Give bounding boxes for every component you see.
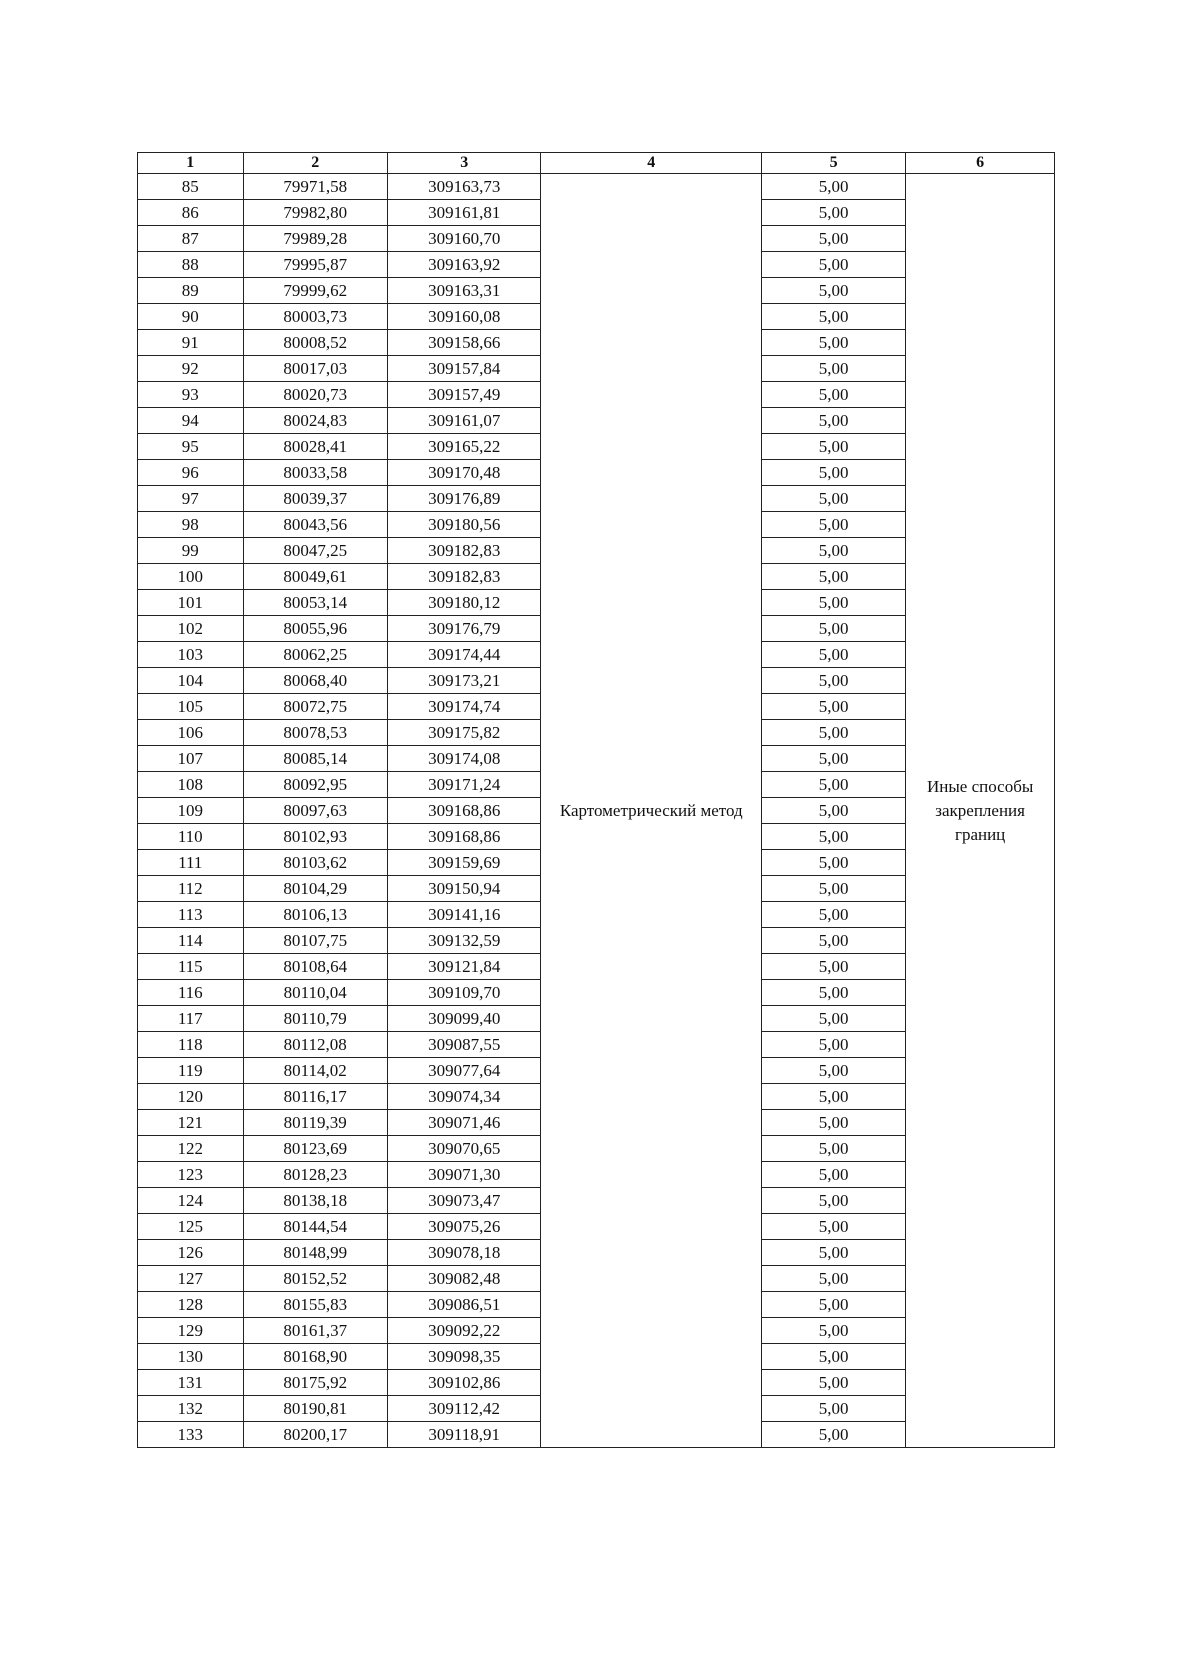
point-number-cell: 105 xyxy=(138,694,244,720)
point-number-cell: 99 xyxy=(138,538,244,564)
x-coordinate-cell: 79999,62 xyxy=(243,278,387,304)
point-number-cell: 89 xyxy=(138,278,244,304)
x-coordinate-cell: 80152,52 xyxy=(243,1266,387,1292)
point-number-cell: 88 xyxy=(138,252,244,278)
point-number-cell: 93 xyxy=(138,382,244,408)
method-cell xyxy=(541,174,762,1448)
accuracy-cell: 5,00 xyxy=(761,460,905,486)
y-coordinate-cell: 309163,92 xyxy=(387,252,540,278)
x-coordinate-cell: 80062,25 xyxy=(243,642,387,668)
point-number-cell: 102 xyxy=(138,616,244,642)
y-coordinate-cell: 309077,64 xyxy=(387,1058,540,1084)
accuracy-cell: 5,00 xyxy=(761,980,905,1006)
y-coordinate-cell: 309165,22 xyxy=(387,434,540,460)
x-coordinate-cell: 80039,37 xyxy=(243,486,387,512)
point-number-cell: 106 xyxy=(138,720,244,746)
accuracy-cell: 5,00 xyxy=(761,642,905,668)
x-coordinate-cell: 80161,37 xyxy=(243,1318,387,1344)
method-text: Картометрический метод xyxy=(559,800,743,820)
x-coordinate-cell: 80112,08 xyxy=(243,1032,387,1058)
point-number-cell: 87 xyxy=(138,226,244,252)
header-col-3: 3 xyxy=(387,153,540,174)
y-coordinate-cell: 309175,82 xyxy=(387,720,540,746)
point-number-cell: 124 xyxy=(138,1188,244,1214)
accuracy-cell: 5,00 xyxy=(761,512,905,538)
x-coordinate-cell: 80128,23 xyxy=(243,1162,387,1188)
point-number-cell: 114 xyxy=(138,928,244,954)
y-coordinate-cell: 309174,44 xyxy=(387,642,540,668)
x-coordinate-cell: 80092,95 xyxy=(243,772,387,798)
accuracy-cell: 5,00 xyxy=(761,1344,905,1370)
accuracy-cell: 5,00 xyxy=(761,694,905,720)
point-number-cell: 95 xyxy=(138,434,244,460)
point-number-cell: 91 xyxy=(138,330,244,356)
header-row xyxy=(138,153,1055,174)
x-coordinate-cell: 80108,64 xyxy=(243,954,387,980)
accuracy-cell: 5,00 xyxy=(761,330,905,356)
y-coordinate-cell: 309071,30 xyxy=(387,1162,540,1188)
accuracy-cell: 5,00 xyxy=(761,1292,905,1318)
x-coordinate-cell: 80085,14 xyxy=(243,746,387,772)
x-coordinate-cell: 80020,73 xyxy=(243,382,387,408)
y-coordinate-cell: 309174,74 xyxy=(387,694,540,720)
accuracy-cell: 5,00 xyxy=(761,1006,905,1032)
y-coordinate-cell: 309099,40 xyxy=(387,1006,540,1032)
y-coordinate-cell: 309160,70 xyxy=(387,226,540,252)
accuracy-cell: 5,00 xyxy=(761,954,905,980)
accuracy-cell: 5,00 xyxy=(761,1318,905,1344)
y-coordinate-cell: 309141,16 xyxy=(387,902,540,928)
x-coordinate-cell: 80103,62 xyxy=(243,850,387,876)
point-number-cell: 117 xyxy=(138,1006,244,1032)
accuracy-cell: 5,00 xyxy=(761,1214,905,1240)
x-coordinate-cell: 80190,81 xyxy=(243,1396,387,1422)
x-coordinate-cell: 80053,14 xyxy=(243,590,387,616)
point-number-cell: 104 xyxy=(138,668,244,694)
accuracy-cell: 5,00 xyxy=(761,798,905,824)
x-coordinate-cell: 80047,25 xyxy=(243,538,387,564)
accuracy-cell: 5,00 xyxy=(761,928,905,954)
header-col-5: 5 xyxy=(761,153,905,174)
y-coordinate-cell: 309161,81 xyxy=(387,200,540,226)
x-coordinate-cell: 80106,13 xyxy=(243,902,387,928)
boundary-points-table xyxy=(137,152,1055,1448)
accuracy-cell: 5,00 xyxy=(761,902,905,928)
y-coordinate-cell: 309180,12 xyxy=(387,590,540,616)
accuracy-cell: 5,00 xyxy=(761,1084,905,1110)
point-number-cell: 98 xyxy=(138,512,244,538)
point-number-cell: 128 xyxy=(138,1292,244,1318)
x-coordinate-cell: 80175,92 xyxy=(243,1370,387,1396)
x-coordinate-cell: 80168,90 xyxy=(243,1344,387,1370)
y-coordinate-cell: 309087,55 xyxy=(387,1032,540,1058)
accuracy-cell: 5,00 xyxy=(761,876,905,902)
point-number-cell: 129 xyxy=(138,1318,244,1344)
x-coordinate-cell: 79995,87 xyxy=(243,252,387,278)
accuracy-cell: 5,00 xyxy=(761,720,905,746)
y-coordinate-cell: 309086,51 xyxy=(387,1292,540,1318)
accuracy-cell: 5,00 xyxy=(761,1266,905,1292)
point-number-cell: 126 xyxy=(138,1240,244,1266)
accuracy-cell: 5,00 xyxy=(761,746,905,772)
point-number-cell: 107 xyxy=(138,746,244,772)
y-coordinate-cell: 309168,86 xyxy=(387,824,540,850)
x-coordinate-cell: 80138,18 xyxy=(243,1188,387,1214)
accuracy-cell: 5,00 xyxy=(761,304,905,330)
point-number-cell: 122 xyxy=(138,1136,244,1162)
x-coordinate-cell: 80017,03 xyxy=(243,356,387,382)
y-coordinate-cell: 309163,31 xyxy=(387,278,540,304)
point-number-cell: 96 xyxy=(138,460,244,486)
header-col-2: 2 xyxy=(243,153,387,174)
y-coordinate-cell: 309070,65 xyxy=(387,1136,540,1162)
point-number-cell: 86 xyxy=(138,200,244,226)
accuracy-cell: 5,00 xyxy=(761,226,905,252)
point-number-cell: 111 xyxy=(138,850,244,876)
point-number-cell: 94 xyxy=(138,408,244,434)
x-coordinate-cell: 80107,75 xyxy=(243,928,387,954)
accuracy-cell: 5,00 xyxy=(761,356,905,382)
point-number-cell: 133 xyxy=(138,1422,244,1448)
x-coordinate-cell: 79971,58 xyxy=(243,174,387,200)
x-coordinate-cell: 80155,83 xyxy=(243,1292,387,1318)
x-coordinate-cell: 80102,93 xyxy=(243,824,387,850)
point-number-cell: 120 xyxy=(138,1084,244,1110)
accuracy-cell: 5,00 xyxy=(761,850,905,876)
y-coordinate-cell: 309109,70 xyxy=(387,980,540,1006)
point-number-cell: 121 xyxy=(138,1110,244,1136)
accuracy-cell: 5,00 xyxy=(761,824,905,850)
header-col-4: 4 xyxy=(541,153,762,174)
point-number-cell: 101 xyxy=(138,590,244,616)
x-coordinate-cell: 80043,56 xyxy=(243,512,387,538)
x-coordinate-cell: 80078,53 xyxy=(243,720,387,746)
y-coordinate-cell: 309173,21 xyxy=(387,668,540,694)
x-coordinate-cell: 79982,80 xyxy=(243,200,387,226)
point-number-cell: 113 xyxy=(138,902,244,928)
point-number-cell: 127 xyxy=(138,1266,244,1292)
x-coordinate-cell: 80148,99 xyxy=(243,1240,387,1266)
x-coordinate-cell: 80033,58 xyxy=(243,460,387,486)
point-number-cell: 125 xyxy=(138,1214,244,1240)
y-coordinate-cell: 309157,84 xyxy=(387,356,540,382)
x-coordinate-cell: 80110,04 xyxy=(243,980,387,1006)
accuracy-cell: 5,00 xyxy=(761,616,905,642)
x-coordinate-cell: 80049,61 xyxy=(243,564,387,590)
accuracy-cell: 5,00 xyxy=(761,590,905,616)
y-coordinate-cell: 309073,47 xyxy=(387,1188,540,1214)
x-coordinate-cell: 80123,69 xyxy=(243,1136,387,1162)
y-coordinate-cell: 309163,73 xyxy=(387,174,540,200)
point-number-cell: 115 xyxy=(138,954,244,980)
accuracy-cell: 5,00 xyxy=(761,1188,905,1214)
x-coordinate-cell: 80024,83 xyxy=(243,408,387,434)
point-number-cell: 119 xyxy=(138,1058,244,1084)
accuracy-cell: 5,00 xyxy=(761,200,905,226)
point-number-cell: 116 xyxy=(138,980,244,1006)
accuracy-cell: 5,00 xyxy=(761,382,905,408)
y-coordinate-cell: 309121,84 xyxy=(387,954,540,980)
y-coordinate-cell: 309159,69 xyxy=(387,850,540,876)
table-header xyxy=(138,153,1055,174)
x-coordinate-cell: 80008,52 xyxy=(243,330,387,356)
x-coordinate-cell: 80144,54 xyxy=(243,1214,387,1240)
x-coordinate-cell: 80068,40 xyxy=(243,668,387,694)
accuracy-cell: 5,00 xyxy=(761,408,905,434)
accuracy-cell: 5,00 xyxy=(761,1422,905,1448)
x-coordinate-cell: 80114,02 xyxy=(243,1058,387,1084)
point-number-cell: 90 xyxy=(138,304,244,330)
y-coordinate-cell: 309092,22 xyxy=(387,1318,540,1344)
y-coordinate-cell: 309132,59 xyxy=(387,928,540,954)
point-number-cell: 97 xyxy=(138,486,244,512)
y-coordinate-cell: 309160,08 xyxy=(387,304,540,330)
fixing-method-text: Иные способы закрепления границ xyxy=(926,776,1034,844)
y-coordinate-cell: 309157,49 xyxy=(387,382,540,408)
y-coordinate-cell: 309075,26 xyxy=(387,1214,540,1240)
x-coordinate-cell: 80055,96 xyxy=(243,616,387,642)
y-coordinate-cell: 309170,48 xyxy=(387,460,540,486)
accuracy-cell: 5,00 xyxy=(761,1032,905,1058)
point-number-cell: 118 xyxy=(138,1032,244,1058)
accuracy-cell: 5,00 xyxy=(761,252,905,278)
accuracy-cell: 5,00 xyxy=(761,174,905,200)
point-number-cell: 123 xyxy=(138,1162,244,1188)
x-coordinate-cell: 80028,41 xyxy=(243,434,387,460)
y-coordinate-cell: 309098,35 xyxy=(387,1344,540,1370)
accuracy-cell: 5,00 xyxy=(761,1370,905,1396)
point-number-cell: 110 xyxy=(138,824,244,850)
accuracy-cell: 5,00 xyxy=(761,1162,905,1188)
y-coordinate-cell: 309168,86 xyxy=(387,798,540,824)
point-number-cell: 112 xyxy=(138,876,244,902)
accuracy-cell: 5,00 xyxy=(761,668,905,694)
table-body xyxy=(138,174,1055,1448)
accuracy-cell: 5,00 xyxy=(761,772,905,798)
y-coordinate-cell: 309112,42 xyxy=(387,1396,540,1422)
y-coordinate-cell: 309082,48 xyxy=(387,1266,540,1292)
point-number-cell: 130 xyxy=(138,1344,244,1370)
accuracy-cell: 5,00 xyxy=(761,278,905,304)
accuracy-cell: 5,00 xyxy=(761,434,905,460)
y-coordinate-cell: 309161,07 xyxy=(387,408,540,434)
y-coordinate-cell: 309182,83 xyxy=(387,564,540,590)
y-coordinate-cell: 309174,08 xyxy=(387,746,540,772)
x-coordinate-cell: 80003,73 xyxy=(243,304,387,330)
x-coordinate-cell: 80104,29 xyxy=(243,876,387,902)
header-col-6: 6 xyxy=(906,153,1055,174)
x-coordinate-cell: 80097,63 xyxy=(243,798,387,824)
y-coordinate-cell: 309158,66 xyxy=(387,330,540,356)
x-coordinate-cell: 80110,79 xyxy=(243,1006,387,1032)
point-number-cell: 131 xyxy=(138,1370,244,1396)
y-coordinate-cell: 309176,79 xyxy=(387,616,540,642)
point-number-cell: 103 xyxy=(138,642,244,668)
y-coordinate-cell: 309118,91 xyxy=(387,1422,540,1448)
accuracy-cell: 5,00 xyxy=(761,486,905,512)
x-coordinate-cell: 80072,75 xyxy=(243,694,387,720)
accuracy-cell: 5,00 xyxy=(761,1240,905,1266)
point-number-cell: 85 xyxy=(138,174,244,200)
point-number-cell: 92 xyxy=(138,356,244,382)
y-coordinate-cell: 309150,94 xyxy=(387,876,540,902)
x-coordinate-cell: 80119,39 xyxy=(243,1110,387,1136)
y-coordinate-cell: 309180,56 xyxy=(387,512,540,538)
accuracy-cell: 5,00 xyxy=(761,1396,905,1422)
accuracy-cell: 5,00 xyxy=(761,538,905,564)
y-coordinate-cell: 309171,24 xyxy=(387,772,540,798)
x-coordinate-cell: 79989,28 xyxy=(243,226,387,252)
y-coordinate-cell: 309074,34 xyxy=(387,1084,540,1110)
point-number-cell: 109 xyxy=(138,798,244,824)
table-row xyxy=(138,174,1055,200)
accuracy-cell: 5,00 xyxy=(761,564,905,590)
point-number-cell: 132 xyxy=(138,1396,244,1422)
point-number-cell: 100 xyxy=(138,564,244,590)
accuracy-cell: 5,00 xyxy=(761,1136,905,1162)
y-coordinate-cell: 309078,18 xyxy=(387,1240,540,1266)
fixing-method-cell xyxy=(906,174,1055,1448)
x-coordinate-cell: 80116,17 xyxy=(243,1084,387,1110)
point-number-cell: 108 xyxy=(138,772,244,798)
y-coordinate-cell: 309071,46 xyxy=(387,1110,540,1136)
accuracy-cell: 5,00 xyxy=(761,1110,905,1136)
accuracy-cell: 5,00 xyxy=(761,1058,905,1084)
y-coordinate-cell: 309182,83 xyxy=(387,538,540,564)
y-coordinate-cell: 309176,89 xyxy=(387,486,540,512)
y-coordinate-cell: 309102,86 xyxy=(387,1370,540,1396)
header-col-1: 1 xyxy=(138,153,244,174)
x-coordinate-cell: 80200,17 xyxy=(243,1422,387,1448)
